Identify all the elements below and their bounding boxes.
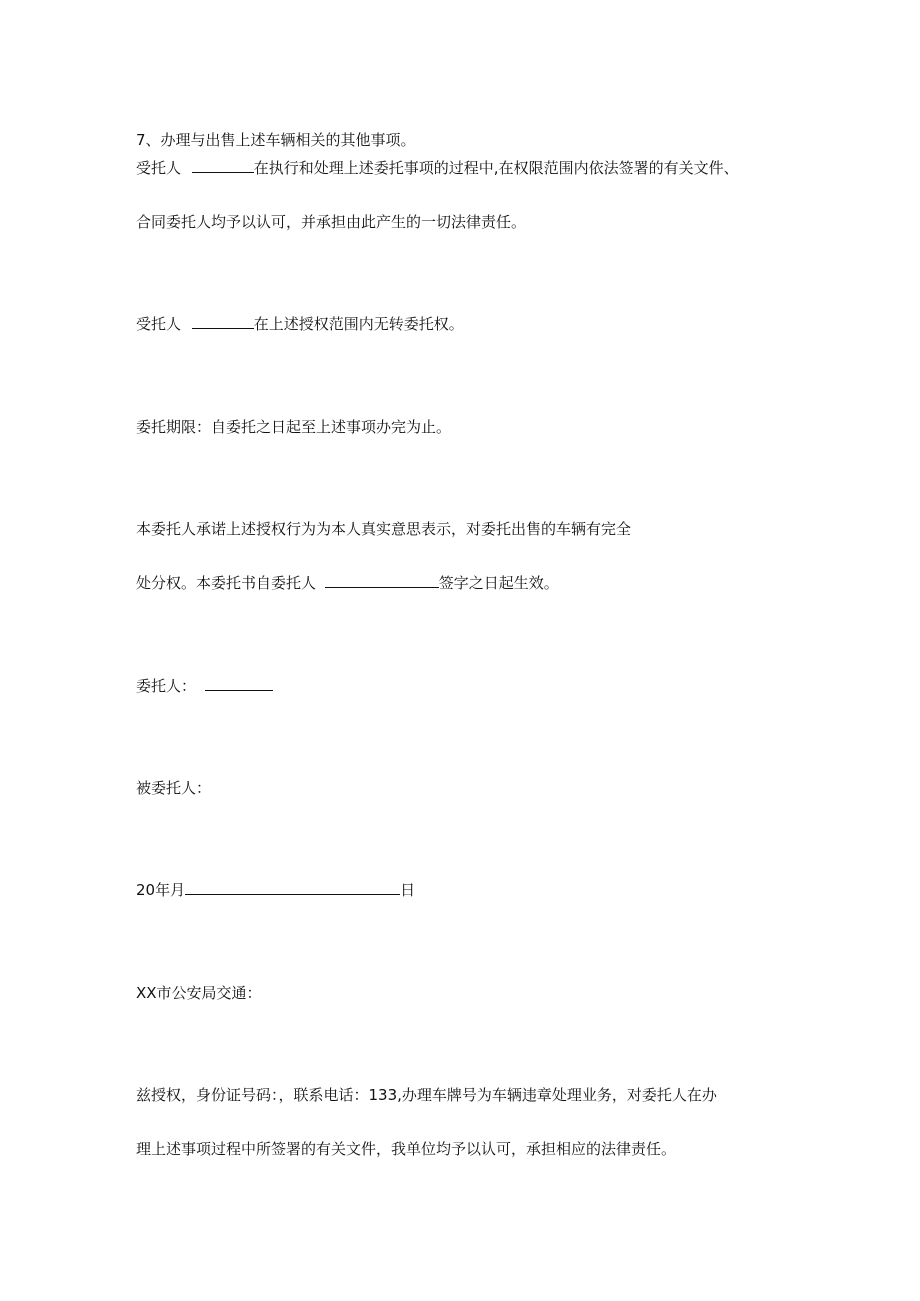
paragraph-4-text: 兹授权，身份证号码：，联系电话：133,办理车牌号为车辆违章处理业务，对委托人在办 — [136, 1086, 717, 1104]
paragraph-2 — [136, 314, 464, 334]
paragraph-3-text-suffix: 签字之日起生效。 — [438, 574, 559, 592]
principal-line — [136, 676, 273, 696]
term-text: 委托期限：自委托之日起至上述事项办完为止。 — [136, 418, 452, 436]
addressee-line — [136, 983, 262, 1003]
term-line — [136, 417, 451, 437]
paragraph-1-line-1 — [136, 158, 739, 178]
date-suffix: 日 — [400, 881, 416, 899]
principal-name-blank — [205, 676, 273, 691]
trustee-label: 受托人 — [136, 315, 182, 333]
principal-label: 委托人： — [136, 677, 197, 695]
paragraph-4-line-1 — [136, 1085, 717, 1105]
item-7-text: 7、办理与出售上述车辆相关的其他事项。 — [136, 131, 416, 149]
paragraph-3-line-2 — [136, 573, 559, 593]
paragraph-3-text: 本委托人承诺上述授权行为为本人真实意思表示，对委托出售的车辆有完全 — [136, 520, 632, 538]
paragraph-3-line-1 — [136, 519, 631, 539]
date-prefix: 20年月 — [136, 881, 186, 899]
trustee-label: 受托人 — [136, 159, 182, 177]
paragraph-1-text: 在执行和处理上述委托事项的过程中,在权限范围内依法签署的有关文件、 — [253, 159, 739, 177]
item-7 — [136, 130, 416, 150]
addressee-text: XX市公安局交通： — [136, 984, 262, 1002]
agent-label: 被委托人： — [136, 779, 212, 797]
trustee-name-blank — [192, 158, 254, 173]
paragraph-3-text-prefix: 处分权。本委托书自委托人 — [136, 574, 317, 592]
paragraph-1-line-2 — [136, 212, 526, 232]
paragraph-1-text-cont: 合同委托人均予以认可，并承担由此产生的一切法律责任。 — [136, 213, 527, 231]
trustee-name-blank — [192, 314, 254, 329]
date-blank — [185, 880, 400, 895]
principal-signature-blank — [325, 573, 439, 588]
agent-line — [136, 778, 211, 798]
date-line — [136, 880, 415, 900]
paragraph-2-text: 在上述授权范围内无转委托权。 — [253, 315, 464, 333]
paragraph-4-line-2 — [136, 1139, 676, 1159]
paragraph-4-text-cont: 理上述事项过程中所签署的有关文件，我单位均予以认可，承担相应的法律责任。 — [136, 1140, 677, 1158]
